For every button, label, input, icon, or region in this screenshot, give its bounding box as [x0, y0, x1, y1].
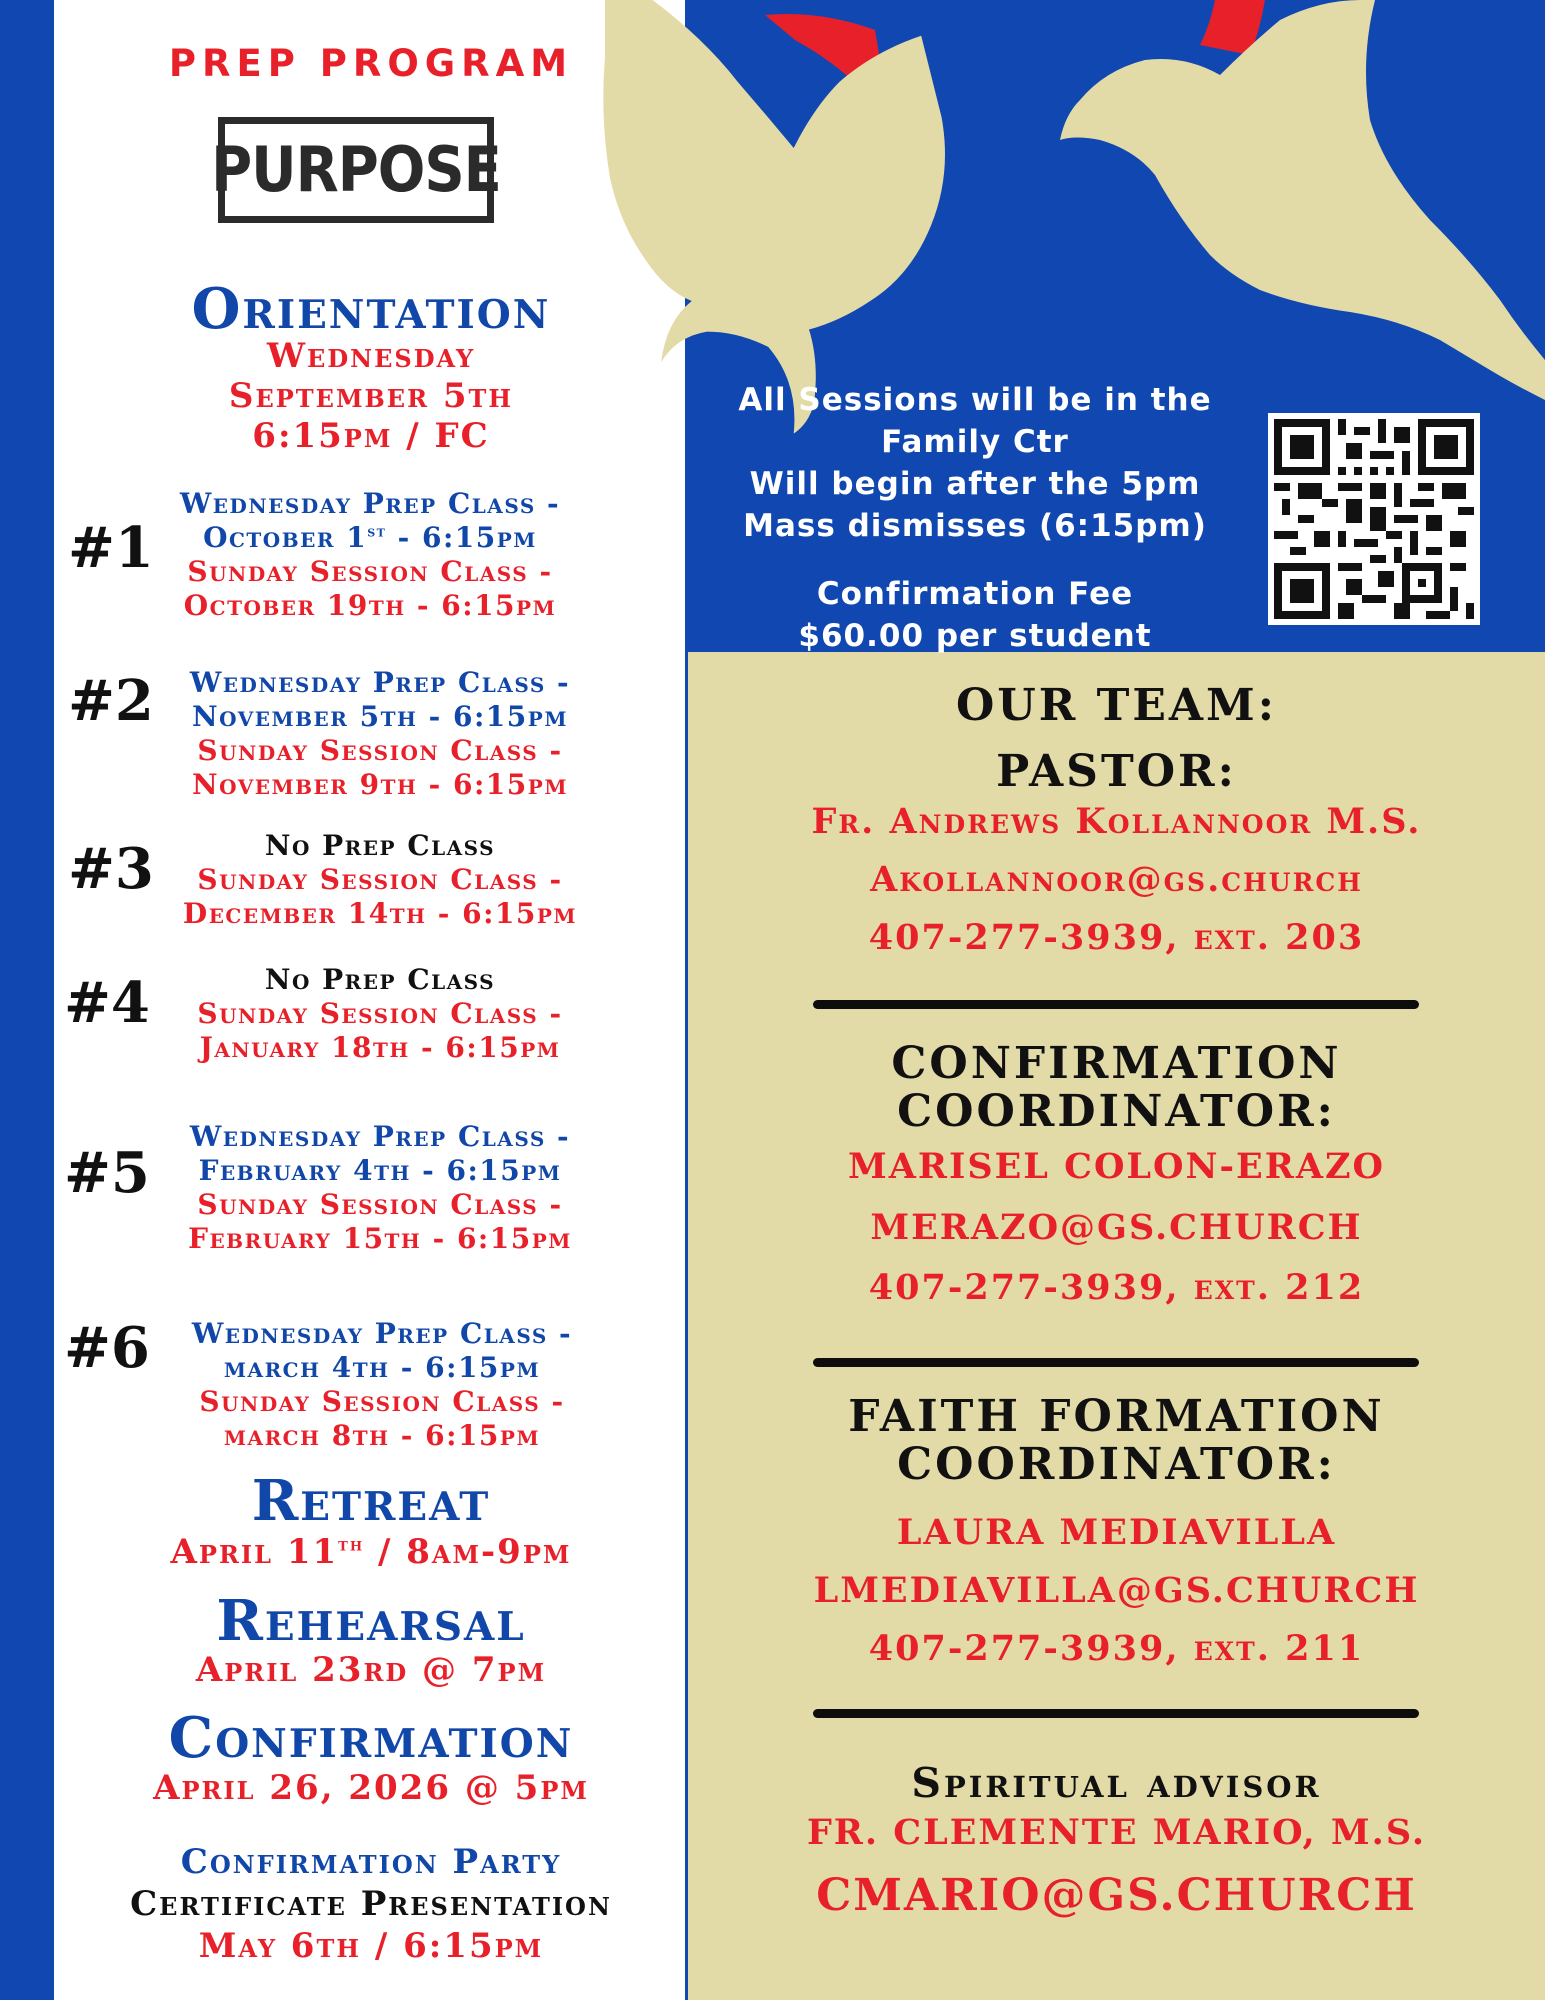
session-sunday-line: Sunday Session Class -: [199, 1385, 565, 1418]
session-prep-date: march 4th - 6:15pm: [223, 1351, 541, 1384]
session-number: #6: [64, 1315, 150, 1381]
certificate-presentation: Certificate Presentation: [130, 1884, 612, 1924]
spiritual-advisor-role: Spiritual advisor: [911, 1759, 1322, 1807]
confirmation-coordinator-phone: 407-277-3939, ext. 212: [868, 1267, 1365, 1308]
party-date: May 6th / 6:15pm: [198, 1926, 544, 1966]
pastor-phone: 407-277-3939, ext. 203: [868, 917, 1365, 958]
qr-code-icon[interactable]: [1268, 413, 1480, 625]
faith-coordinator-role-2: COORDINATOR:: [897, 1439, 1336, 1490]
session-no-prep: No Prep Class: [264, 963, 496, 996]
left-blue-border: [0, 0, 54, 2000]
program-label: PREP PROGRAM: [168, 42, 574, 85]
orientation-date: September 5th: [228, 376, 514, 416]
session-sunday-line: Sunday Session Class -: [197, 734, 563, 767]
session-no-prep: No Prep Class: [264, 829, 496, 862]
session-number: #1: [68, 515, 154, 581]
team-heading: OUR TEAM:: [956, 680, 1277, 731]
confirmation-coordinator-role-2: COORDINATOR:: [897, 1086, 1336, 1137]
retreat-title: Retreat: [251, 1468, 491, 1534]
info-mass-dismiss: Mass dismisses (6:15pm): [743, 508, 1207, 544]
orientation-title: Orientation: [191, 276, 551, 342]
pastor-email[interactable]: Akollannoor@gs.church: [870, 859, 1363, 900]
session-prep-line: Wednesday Prep Class -: [189, 1120, 571, 1153]
session-prep-date: October 1st - 6:15pm: [203, 521, 537, 554]
purpose-logo-text: PURPOSE: [211, 133, 501, 207]
section-divider: [813, 1000, 1419, 1009]
session-number: #4: [64, 970, 150, 1036]
rehearsal-title: Rehearsal: [216, 1588, 526, 1654]
session-number: #3: [68, 836, 154, 902]
pastor-name: Fr. Andrews Kollannoor M.S.: [811, 801, 1422, 842]
faith-coordinator-phone: 407-277-3939, ext. 211: [868, 1628, 1365, 1669]
info-fee-amount: $60.00 per student: [798, 618, 1152, 654]
purpose-logo: [211, 117, 501, 223]
session-prep-line: Wednesday Prep Class -: [191, 1317, 573, 1350]
session-sunday-date: march 8th - 6:15pm: [223, 1419, 541, 1452]
retreat-date: April 11th / 8am-9pm: [170, 1532, 572, 1572]
confirmation-coordinator-email[interactable]: MERAZO@GS.CHURCH: [870, 1207, 1363, 1248]
info-begin-time: Will begin after the 5pm: [749, 466, 1201, 502]
section-divider: [813, 1358, 1419, 1367]
info-fee-label: Confirmation Fee: [816, 576, 1134, 612]
faith-coordinator-name: LAURA MEDIAVILLA: [896, 1512, 1337, 1553]
confirmation-date: April 26, 2026 @ 5pm: [153, 1768, 589, 1808]
session-sunday-date: January 18th - 6:15pm: [199, 1031, 561, 1064]
session-sunday-line: Sunday Session Class -: [187, 555, 553, 588]
spiritual-advisor-email[interactable]: CMARIO@GS.CHURCH: [816, 1870, 1417, 1921]
orientation-time: 6:15pm / FC: [252, 416, 490, 456]
session-prep-date: February 4th - 6:15pm: [198, 1154, 562, 1187]
rehearsal-date: April 23rd @ 7pm: [195, 1650, 547, 1690]
info-family-center: Family Ctr: [881, 424, 1069, 460]
info-sessions-location: All Sessions will be in the: [738, 382, 1212, 418]
session-sunday-line: Sunday Session Class -: [197, 1188, 563, 1221]
session-sunday-date: February 15th - 6:15pm: [188, 1222, 572, 1255]
confirmation-title: Confirmation: [168, 1705, 574, 1771]
faith-coordinator-role: FAITH FORMATION: [848, 1391, 1385, 1442]
session-sunday-date: October 19th - 6:15pm: [183, 589, 557, 622]
session-prep-line: Wednesday Prep Class -: [189, 666, 571, 699]
spiritual-advisor-name: FR. CLEMENTE MARIO, M.S.: [806, 1812, 1427, 1853]
session-sunday-line: Sunday Session Class -: [197, 863, 563, 896]
confirmation-coordinator-name: MARISEL COLON-ERAZO: [847, 1146, 1386, 1187]
faith-coordinator-email[interactable]: LMEDIAVILLA@GS.CHURCH: [813, 1570, 1420, 1611]
session-sunday-date: December 14th - 6:15pm: [182, 897, 578, 930]
session-sunday-line: Sunday Session Class -: [197, 997, 563, 1030]
session-number: #2: [68, 668, 154, 734]
session-sunday-date: November 9th - 6:15pm: [192, 768, 568, 801]
pastor-role: PASTOR:: [996, 746, 1237, 797]
section-divider: [813, 1709, 1419, 1718]
confirmation-coordinator-role: CONFIRMATION: [891, 1038, 1342, 1089]
session-number: #5: [64, 1140, 150, 1206]
orientation-day: Wednesday: [266, 336, 476, 376]
session-prep-date: November 5th - 6:15pm: [192, 700, 568, 733]
party-title: Confirmation Party: [180, 1842, 562, 1882]
session-prep-line: Wednesday Prep Class -: [179, 487, 561, 520]
